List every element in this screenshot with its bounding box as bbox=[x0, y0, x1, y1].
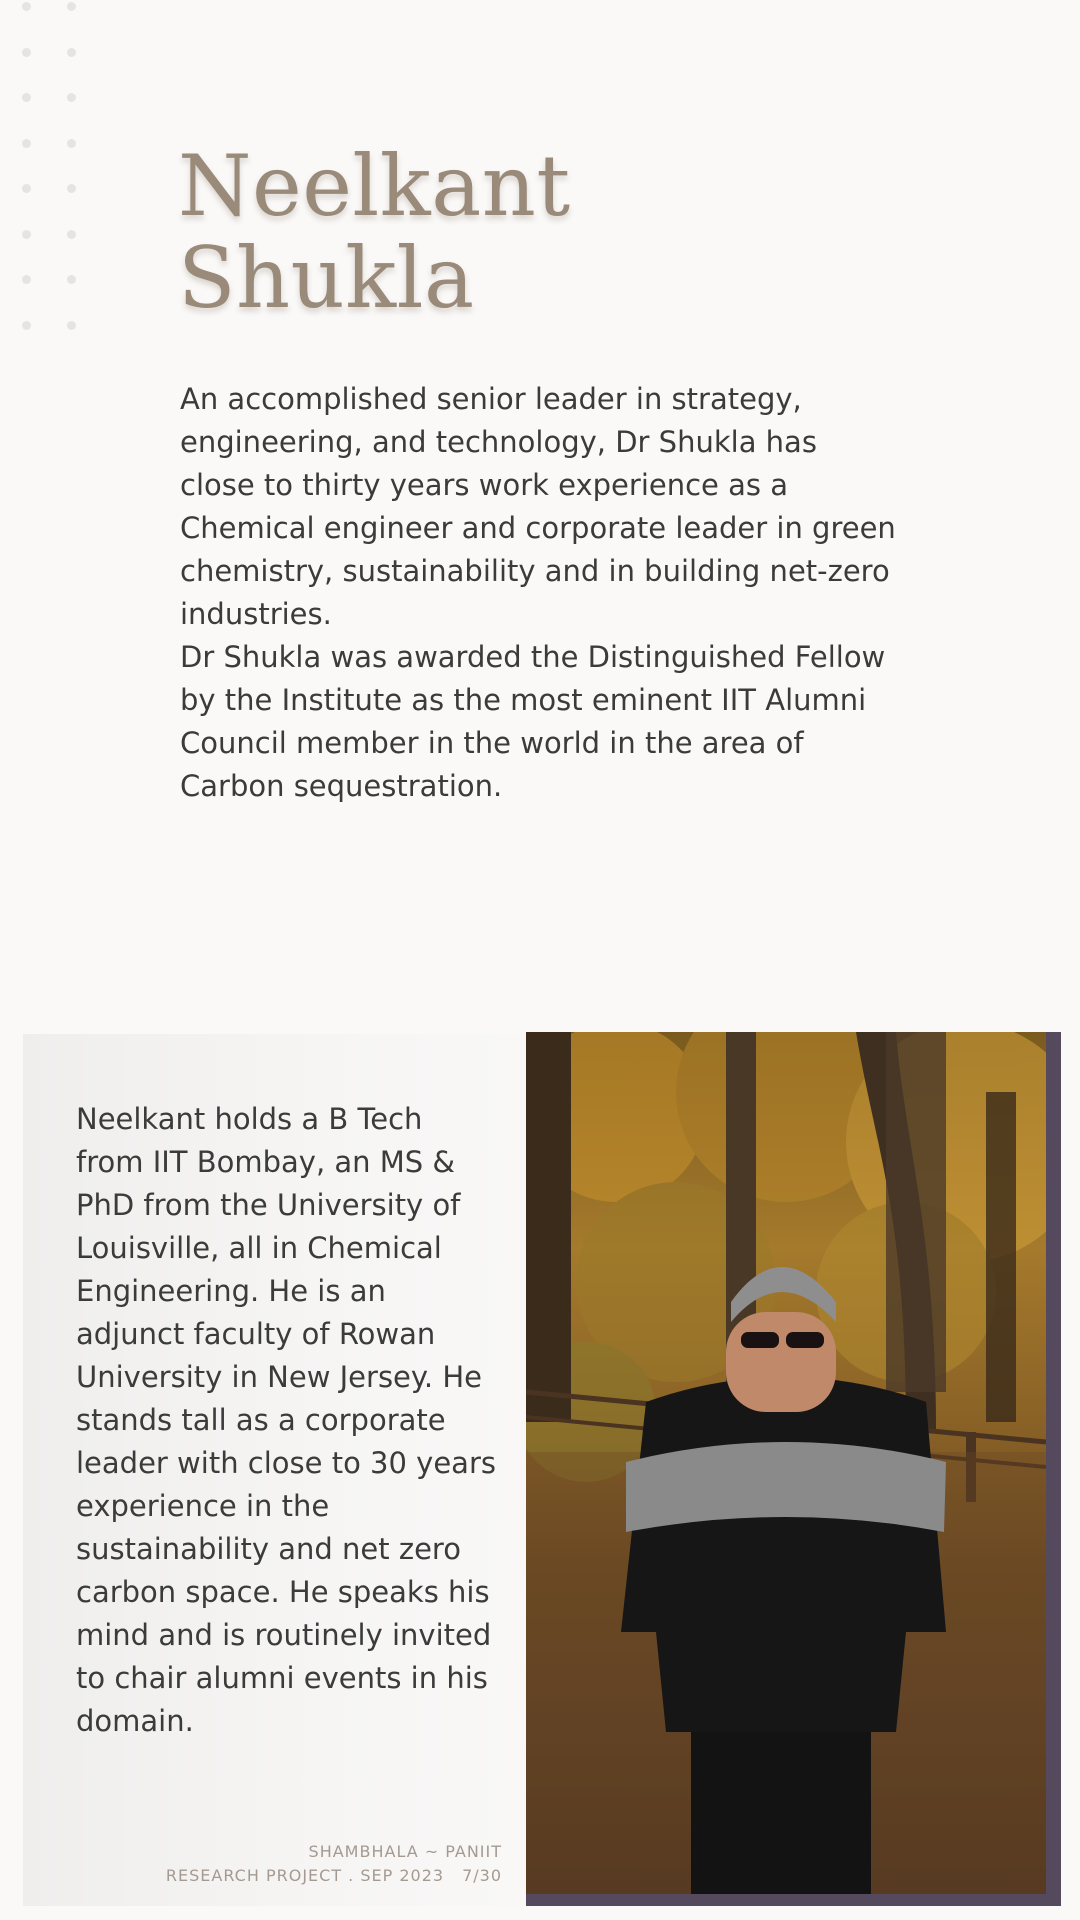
bio-text: Neelkant holds a B Tech from IIT Bombay, an MS & PhD from the University of Louisville, all in Chemical Engineering. He is an adjunct faculty of Rowan University in New Jersey. He stands tall as a corporate leader with close to 30 years experience in the sustainability and net zero carbon space. He speaks his mind and is routinely invited to chair alumni events in his domain. bbox=[76, 1102, 496, 1738]
page-title bbox=[178, 137, 571, 327]
page-number: 7/30 bbox=[462, 1866, 502, 1885]
footer-line-1: SHAMBHALA ~ PANIIT bbox=[308, 1842, 502, 1861]
decorative-dot-grid bbox=[22, 0, 82, 340]
portrait-illustration bbox=[526, 1032, 1046, 1894]
intro-paragraph-2: Dr Shukla was awarded the Distinguished Fellow by the Institute as the most eminent IIT Alumni Council member in the world in the area of Carbon sequestration. bbox=[180, 640, 886, 803]
title-first-name: Neelkant bbox=[178, 137, 571, 235]
footer-project: RESEARCH PROJECT . SEP 2023 bbox=[165, 1866, 445, 1885]
intro-paragraph-1: An accomplished senior leader in strategy, engineering, and technology, Dr Shukla has close to thirty years work experience as a Chemical engineer and corporate leader in green chemistry, sustainability and in building net-zero industries. bbox=[180, 382, 896, 631]
page-footer bbox=[166, 1840, 502, 1888]
portrait-photo bbox=[526, 1032, 1046, 1894]
footer-line-2 bbox=[166, 1864, 502, 1888]
title-last-name: Shukla bbox=[178, 229, 475, 327]
